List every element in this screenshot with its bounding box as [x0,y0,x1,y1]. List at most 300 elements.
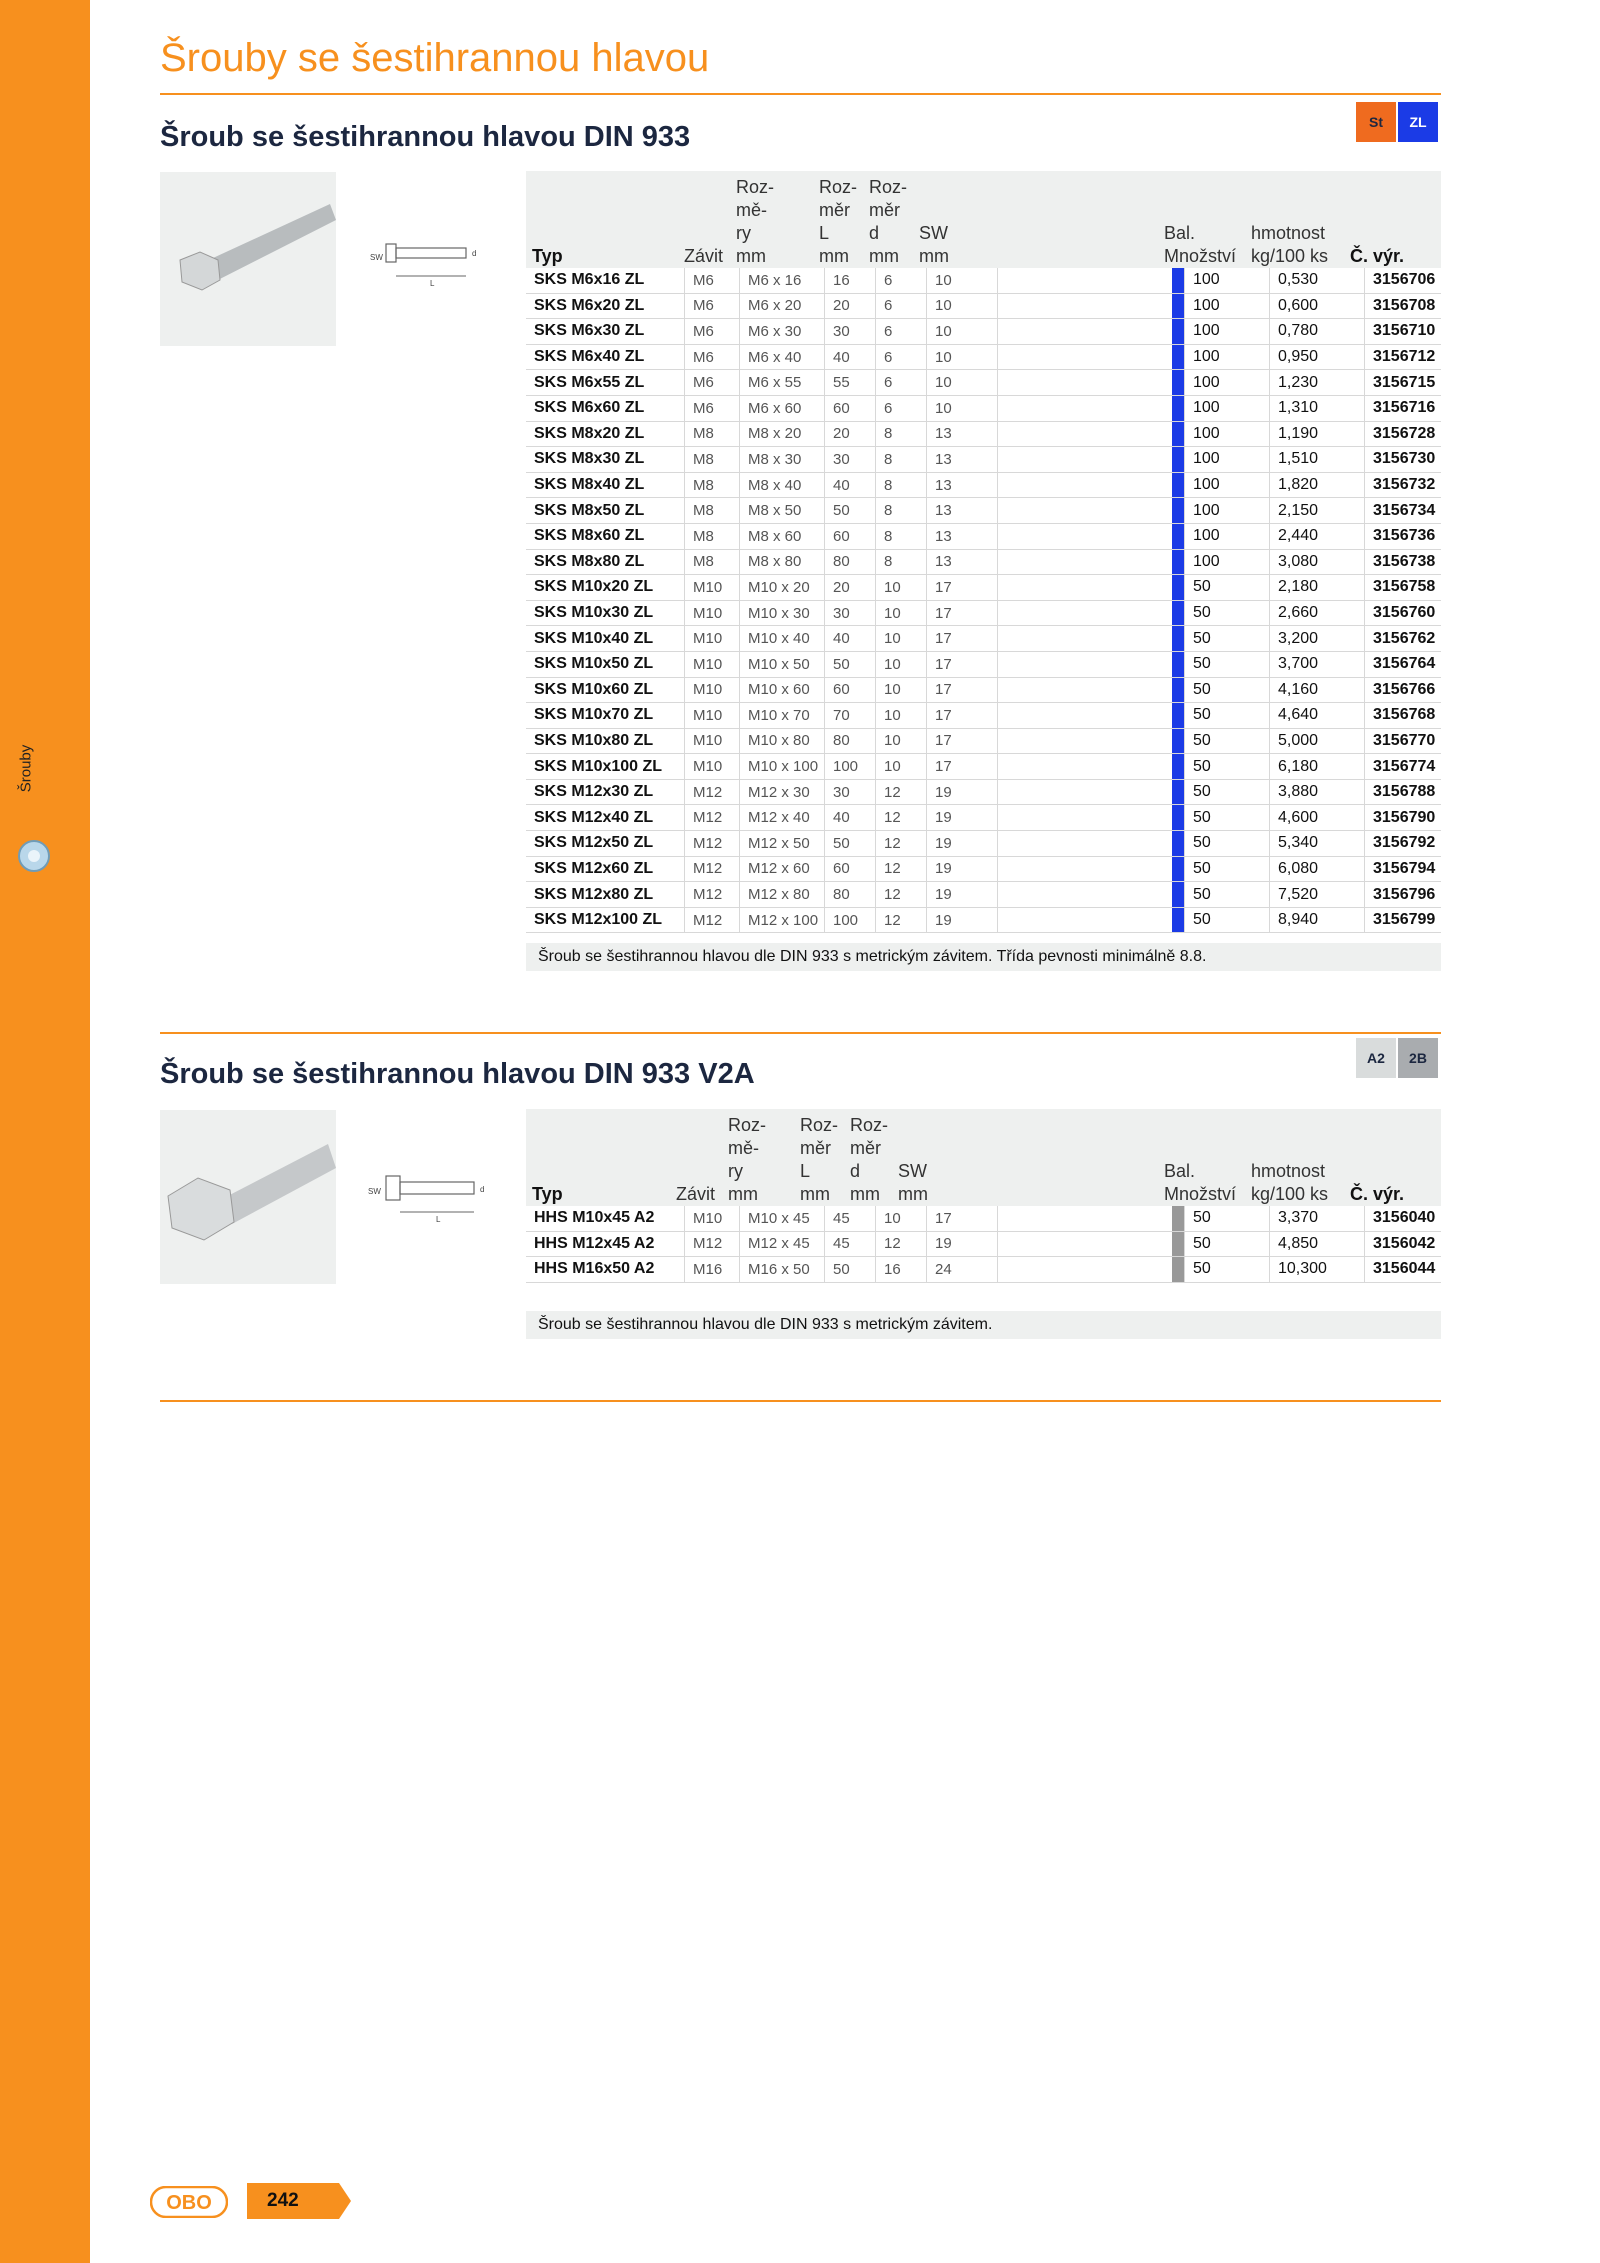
svg-text:SW: SW [370,253,383,262]
cell-hmotnost: 7,520 [1270,882,1365,908]
cell-diameter: 8 [876,421,927,447]
cell-baleni: 100 [1185,395,1270,421]
svg-text:L: L [430,279,435,288]
cell-diameter: 10 [876,600,927,626]
cell-length: 40 [825,626,876,652]
cell-baleni: 50 [1185,575,1270,601]
cell-zavit: M10 [685,677,740,703]
bolt-dimension-drawing [364,234,484,294]
cell-zavit: M12 [685,831,740,857]
cell-hmotnost: 6,080 [1270,856,1365,882]
cell-diameter: 10 [876,728,927,754]
cell-zavit: M16 [685,1257,740,1283]
cell-diameter: 12 [876,779,927,805]
cell-typ: SKS M8x80 ZL [526,549,685,575]
cell-cislo-vyrobku: 3156710 [1373,322,1436,340]
finish-badge-2b: 2B [1398,1038,1438,1078]
cell-cislo-vyrobku: 3156792 [1373,834,1436,852]
cell-spacer [998,856,1173,882]
cell-typ: SKS M6x30 ZL [526,319,685,345]
cell-rozmery: M10 x 45 [740,1206,825,1231]
cell-color-bar [1172,677,1185,703]
cell-spacer [998,319,1173,345]
page-number-tab [247,2183,351,2219]
page-number: 242 [247,2183,351,2219]
cell-length: 60 [825,523,876,549]
cell-sw: 13 [927,523,998,549]
cell-length: 55 [825,370,876,396]
cell-hmotnost: 2,660 [1270,600,1365,626]
cell-color-bar [1172,805,1185,831]
cell-spacer [998,523,1173,549]
table-row [526,754,1441,780]
table-row [526,779,1441,805]
table-row [526,447,1441,473]
cell-sw: 19 [927,907,998,933]
cell-spacer [998,549,1173,575]
cell-baleni: 100 [1185,447,1270,473]
cell-hmotnost: 3,880 [1270,779,1365,805]
cell-sw: 17 [927,651,998,677]
cell-diameter: 10 [876,651,927,677]
cell-diameter: 6 [876,370,927,396]
cell-color-bar [1172,319,1185,345]
cell-diameter: 10 [876,677,927,703]
cell-zavit: M8 [685,421,740,447]
cell-diameter: 8 [876,447,927,473]
table-row [526,856,1441,882]
table-row [526,677,1441,703]
material-badge-st: St [1356,102,1396,142]
cell-sw: 10 [927,344,998,370]
cell-length: 60 [825,677,876,703]
cell-length: 40 [825,805,876,831]
table-row [526,370,1441,396]
cell-length: 60 [825,395,876,421]
cell-length: 60 [825,856,876,882]
cell-typ: SKS M8x60 ZL [526,523,685,549]
cell-color-bar [1172,293,1185,319]
cell-typ: SKS M6x16 ZL [526,268,685,293]
cell-hmotnost: 0,950 [1270,344,1365,370]
svg-text:OBO: OBO [166,2192,212,2214]
section1-note: Šroub se šestihrannou hlavou dle DIN 933 s metrickým závitem. Třída pevnosti minimálně 8.8. [526,943,1441,971]
cell-length: 80 [825,549,876,575]
cell-cislo-vyrobku: 3156764 [1373,655,1436,673]
cell-color-bar [1172,549,1185,575]
cell-zavit: M6 [685,370,740,396]
cell-rozmery: M8 x 60 [740,523,825,549]
cell-color-bar [1172,575,1185,601]
cell-diameter: 8 [876,498,927,524]
cell-hmotnost: 5,000 [1270,728,1365,754]
cell-typ: SKS M6x40 ZL [526,344,685,370]
cell-color-bar [1172,1257,1185,1283]
svg-text:SW: SW [368,1187,381,1196]
cell-spacer [998,395,1173,421]
header-baleni: Bal. Množství [1164,223,1237,266]
cell-spacer [998,447,1173,473]
cell-baleni: 100 [1185,421,1270,447]
material-badge-a2: A2 [1356,1038,1396,1078]
cell-hmotnost: 3,080 [1270,549,1365,575]
cell-baleni: 100 [1185,549,1270,575]
cell-spacer [998,703,1173,729]
cell-length: 30 [825,319,876,345]
cell-sw: 10 [927,268,998,293]
obo-logo [150,2186,228,2218]
cell-length: 20 [825,575,876,601]
cell-baleni: 50 [1185,703,1270,729]
cell-diameter: 8 [876,549,927,575]
cell-hmotnost: 4,850 [1270,1231,1365,1257]
cell-color-bar [1172,1231,1185,1257]
cell-cislo-vyrobku: 3156730 [1373,450,1436,468]
cell-typ: SKS M12x40 ZL [526,805,685,831]
cell-sw: 17 [927,626,998,652]
cell-typ: HHS M10x45 A2 [526,1206,685,1231]
cell-spacer [998,626,1173,652]
cell-sw: 10 [927,395,998,421]
cell-sw: 17 [927,600,998,626]
cell-hmotnost: 3,700 [1270,651,1365,677]
cell-spacer [998,293,1173,319]
cell-zavit: M6 [685,268,740,293]
svg-text:d: d [480,1185,485,1194]
cell-spacer [998,421,1173,447]
cell-typ: SKS M6x20 ZL [526,293,685,319]
cell-rozmery: M12 x 80 [740,882,825,908]
cell-cislo-vyrobku: 3156799 [1373,911,1436,929]
cell-rozmery: M12 x 40 [740,805,825,831]
cell-sw: 10 [927,370,998,396]
cell-hmotnost: 0,530 [1270,268,1365,293]
cell-rozmery: M8 x 50 [740,498,825,524]
cell-baleni: 100 [1185,498,1270,524]
cell-zavit: M8 [685,447,740,473]
cell-typ: SKS M12x80 ZL [526,882,685,908]
cell-rozmery: M6 x 60 [740,395,825,421]
table-row [526,651,1441,677]
cell-zavit: M12 [685,805,740,831]
cell-color-bar [1172,856,1185,882]
cell-cislo-vyrobku: 3156794 [1373,859,1436,877]
cell-sw: 13 [927,421,998,447]
cell-rozmery: M6 x 20 [740,293,825,319]
header-sw: SW mm [919,223,949,266]
cell-baleni: 50 [1185,882,1270,908]
section2-note: Šroub se šestihrannou hlavou dle DIN 933 s metrickým závitem. [526,1311,1441,1339]
svg-text:d: d [472,249,477,258]
cell-diameter: 8 [876,523,927,549]
header-typ: Typ [532,246,563,266]
cell-rozmery: M10 x 70 [740,703,825,729]
cell-cislo-vyrobku: 3156708 [1373,296,1436,314]
cell-spacer [998,1231,1173,1257]
table-row [526,1257,1441,1283]
table-row [526,703,1441,729]
cell-typ: SKS M12x60 ZL [526,856,685,882]
cell-length: 50 [825,498,876,524]
header2-hmotnost: hmotnost kg/100 ks [1251,1161,1329,1204]
cell-zavit: M10 [685,626,740,652]
cell-typ: SKS M10x80 ZL [526,728,685,754]
cell-zavit: M10 [685,703,740,729]
cell-spacer [998,805,1173,831]
cell-baleni: 100 [1185,523,1270,549]
header2-rozmery: Roz- mě- ry mm [728,1115,767,1204]
cell-sw: 17 [927,575,998,601]
header-diameter: Roz- měr d mm [869,177,908,266]
cell-cislo-vyrobku: 3156788 [1373,783,1436,801]
table-row [526,882,1441,908]
cell-rozmery: M10 x 40 [740,626,825,652]
cell-spacer [998,677,1173,703]
header2-diameter: Roz- měr d mm [850,1115,889,1204]
table-row [526,1206,1441,1231]
cell-sw: 17 [927,754,998,780]
cell-hmotnost: 3,370 [1270,1206,1365,1231]
cell-hmotnost: 4,600 [1270,805,1365,831]
cell-spacer [998,907,1173,933]
cell-diameter: 10 [876,575,927,601]
cell-rozmery: M10 x 50 [740,651,825,677]
table-row [526,498,1441,524]
svg-text:L: L [436,1215,441,1224]
cell-zavit: M8 [685,549,740,575]
cell-zavit: M10 [685,575,740,601]
bolt-v2a-photo [160,1110,336,1284]
cell-length: 45 [825,1231,876,1257]
bolt-v2a-dimension-drawing [364,1168,494,1228]
cell-zavit: M10 [685,728,740,754]
cell-color-bar [1172,370,1185,396]
cell-color-bar [1172,779,1185,805]
cell-cislo-vyrobku: 3156734 [1373,501,1436,519]
cell-rozmery: M6 x 16 [740,268,825,293]
cell-diameter: 12 [876,907,927,933]
cell-diameter: 12 [876,805,927,831]
cell-rozmery: M10 x 80 [740,728,825,754]
cell-spacer [998,779,1173,805]
section-divider [160,1032,1441,1034]
cell-typ: SKS M10x30 ZL [526,600,685,626]
cell-typ: SKS M6x55 ZL [526,370,685,396]
cell-spacer [998,1257,1173,1283]
cell-sw: 24 [927,1257,998,1283]
cell-cislo-vyrobku: 3156040 [1373,1209,1436,1227]
cell-diameter: 16 [876,1257,927,1283]
cell-diameter: 6 [876,319,927,345]
table-row [526,549,1441,575]
cell-zavit: M10 [685,651,740,677]
cell-hmotnost: 6,180 [1270,754,1365,780]
cell-typ: SKS M10x20 ZL [526,575,685,601]
header2-length: Roz- měr L mm [800,1115,839,1204]
cell-baleni: 100 [1185,472,1270,498]
cell-length: 40 [825,472,876,498]
cell-sw: 19 [927,1231,998,1257]
cell-cislo-vyrobku: 3156760 [1373,604,1436,622]
table-row [526,319,1441,345]
cell-baleni: 50 [1185,651,1270,677]
cell-spacer [998,728,1173,754]
cell-diameter: 12 [876,856,927,882]
cell-rozmery: M16 x 50 [740,1257,825,1283]
cell-sw: 17 [927,1206,998,1231]
cell-length: 70 [825,703,876,729]
cell-hmotnost: 5,340 [1270,831,1365,857]
cell-hmotnost: 8,940 [1270,907,1365,933]
table-row [526,831,1441,857]
cell-color-bar [1172,523,1185,549]
cell-zavit: M12 [685,856,740,882]
page-title: Šrouby se šestihrannou hlavou [160,36,710,80]
cell-diameter: 8 [876,472,927,498]
cell-spacer [998,882,1173,908]
screw-category-icon [14,836,54,876]
cell-baleni: 50 [1185,600,1270,626]
cell-baleni: 50 [1185,907,1270,933]
cell-baleni: 50 [1185,1231,1270,1257]
cell-cislo-vyrobku: 3156715 [1373,373,1436,391]
cell-color-bar [1172,1206,1185,1231]
cell-diameter: 6 [876,344,927,370]
cell-cislo-vyrobku: 3156766 [1373,680,1436,698]
table-row [526,395,1441,421]
cell-hmotnost: 0,600 [1270,293,1365,319]
header-zavit: Závit [684,246,724,266]
cell-sw: 17 [927,677,998,703]
cell-baleni: 100 [1185,370,1270,396]
cell-zavit: M10 [685,600,740,626]
cell-diameter: 10 [876,754,927,780]
cell-baleni: 100 [1185,319,1270,345]
table-row [526,268,1441,293]
header2-typ: Typ [532,1184,563,1204]
cell-spacer [998,472,1173,498]
sidebar-strip [0,0,90,2263]
cell-length: 16 [825,268,876,293]
cell-sw: 19 [927,856,998,882]
cell-typ: SKS M8x20 ZL [526,421,685,447]
cell-hmotnost: 4,160 [1270,677,1365,703]
product-table-v2a [526,1206,1441,1283]
cell-rozmery: M6 x 40 [740,344,825,370]
cell-color-bar [1172,754,1185,780]
cell-baleni: 100 [1185,293,1270,319]
cell-rozmery: M8 x 20 [740,421,825,447]
cell-baleni: 50 [1185,677,1270,703]
cell-baleni: 50 [1185,1257,1270,1283]
cell-rozmery: M12 x 45 [740,1231,825,1257]
cell-length: 30 [825,779,876,805]
cell-spacer [998,600,1173,626]
cell-color-bar [1172,882,1185,908]
cell-spacer [998,651,1173,677]
cell-sw: 19 [927,831,998,857]
cell-length: 50 [825,1257,876,1283]
header2-cislo-vyrobku: Č. výr. [1350,1184,1405,1204]
cell-rozmery: M8 x 30 [740,447,825,473]
cell-cislo-vyrobku: 3156790 [1373,808,1436,826]
cell-sw: 13 [927,472,998,498]
cell-cislo-vyrobku: 3156042 [1373,1234,1436,1252]
table-row [526,421,1441,447]
cell-length: 40 [825,344,876,370]
cell-sw: 19 [927,805,998,831]
cell-zavit: M12 [685,882,740,908]
cell-length: 30 [825,600,876,626]
cell-zavit: M8 [685,472,740,498]
cell-rozmery: M6 x 55 [740,370,825,396]
cell-color-bar [1172,600,1185,626]
cell-sw: 17 [927,703,998,729]
table-row [526,626,1441,652]
cell-color-bar [1172,498,1185,524]
cell-diameter: 10 [876,1206,927,1231]
cell-zavit: M6 [685,344,740,370]
cell-cislo-vyrobku: 3156774 [1373,757,1436,775]
header-cislo-vyrobku: Č. výr. [1350,246,1405,266]
bottom-rule [160,1400,1441,1402]
bolt-photo [160,172,336,346]
table-row [526,523,1441,549]
cell-zavit: M8 [685,498,740,524]
cell-cislo-vyrobku: 3156770 [1373,731,1436,749]
cell-baleni: 50 [1185,1206,1270,1231]
sidebar-label: Šrouby [17,744,35,793]
cell-rozmery: M10 x 30 [740,600,825,626]
cell-spacer [998,344,1173,370]
cell-baleni: 100 [1185,344,1270,370]
cell-sw: 10 [927,319,998,345]
cell-sw: 13 [927,549,998,575]
cell-color-bar [1172,626,1185,652]
cell-diameter: 6 [876,293,927,319]
cell-typ: SKS M10x60 ZL [526,677,685,703]
cell-cislo-vyrobku: 3156768 [1373,706,1436,724]
cell-length: 30 [825,447,876,473]
cell-length: 20 [825,421,876,447]
cell-hmotnost: 4,640 [1270,703,1365,729]
cell-zavit: M12 [685,779,740,805]
cell-diameter: 6 [876,268,927,293]
cell-diameter: 6 [876,395,927,421]
cell-sw: 10 [927,293,998,319]
cell-typ: SKS M8x50 ZL [526,498,685,524]
cell-rozmery: M10 x 20 [740,575,825,601]
cell-sw: 17 [927,728,998,754]
cell-typ: SKS M10x40 ZL [526,626,685,652]
cell-baleni: 50 [1185,754,1270,780]
cell-rozmery: M6 x 30 [740,319,825,345]
cell-sw: 19 [927,882,998,908]
cell-hmotnost: 3,200 [1270,626,1365,652]
cell-zavit: M6 [685,319,740,345]
cell-cislo-vyrobku: 3156706 [1373,271,1436,289]
cell-rozmery: M10 x 100 [740,754,825,780]
cell-length: 100 [825,754,876,780]
product-table-zl [526,268,1441,933]
cell-spacer [998,754,1173,780]
cell-typ: SKS M12x50 ZL [526,831,685,857]
cell-baleni: 50 [1185,779,1270,805]
section2-title: Šroub se šestihrannou hlavou DIN 933 V2A [160,1058,755,1090]
cell-length: 50 [825,651,876,677]
cell-zavit: M6 [685,395,740,421]
cell-hmotnost: 2,180 [1270,575,1365,601]
